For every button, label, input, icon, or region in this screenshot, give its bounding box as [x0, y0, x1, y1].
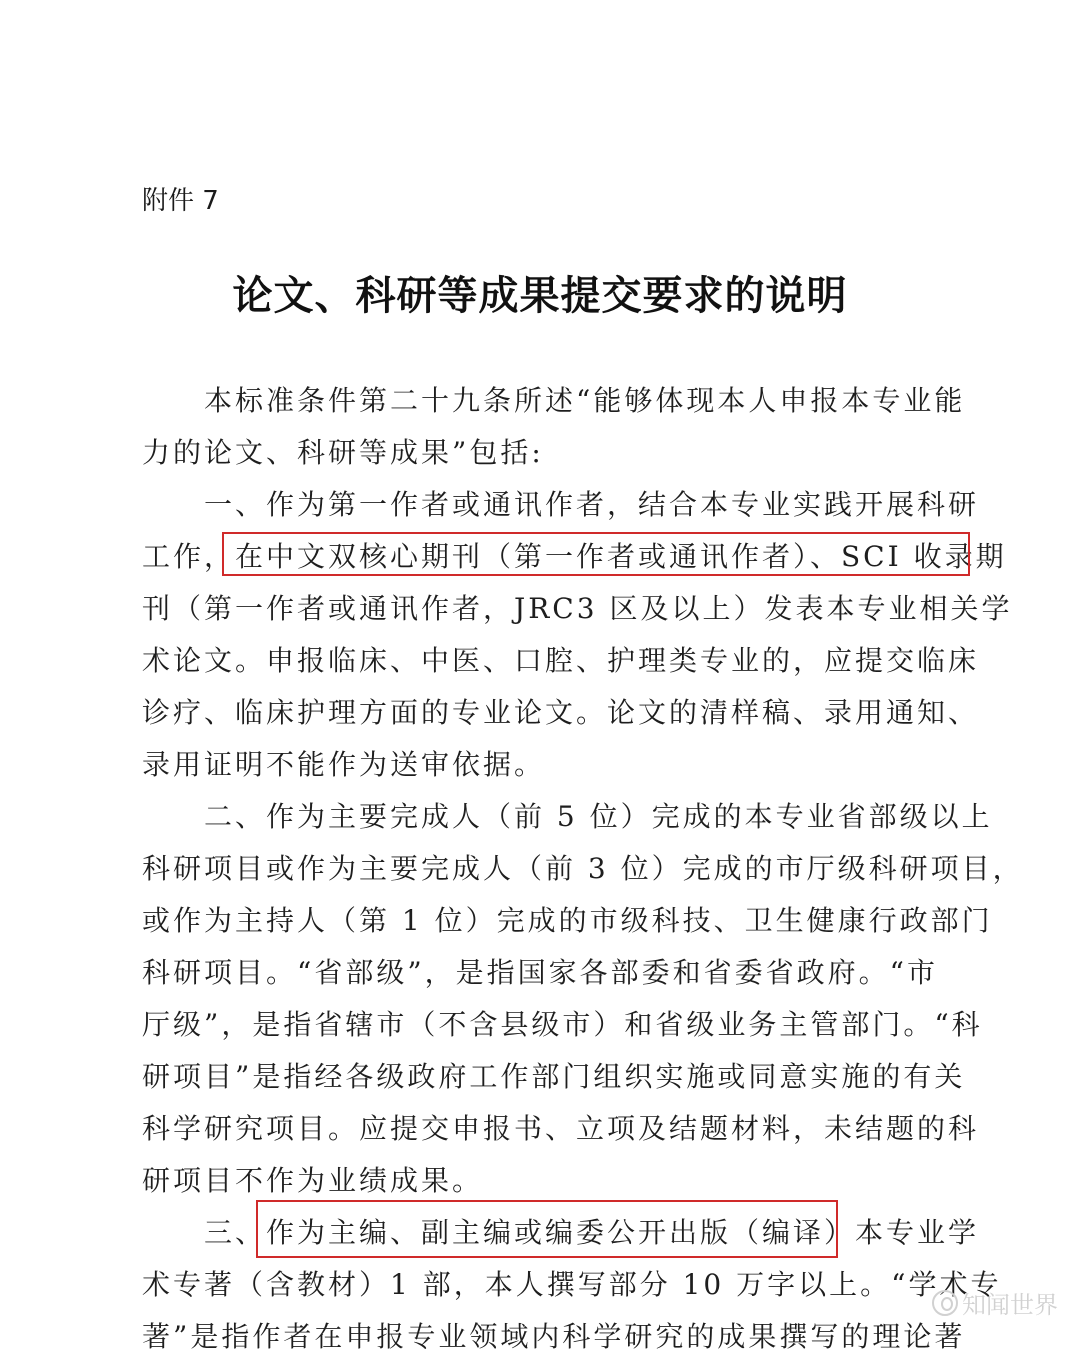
- paragraph-line: 二、作为主要完成人（前 5 位）完成的本专业省部级以上: [204, 800, 993, 833]
- document-title: 论文、科研等成果提交要求的说明: [232, 272, 848, 319]
- paragraph-line: 术专著（含教材）1 部，本人撰写部分 10 万字以上。“学术专: [142, 1268, 1002, 1301]
- paragraph-line: 术论文。申报临床、中医、口腔、护理类专业的，应提交临床: [142, 644, 980, 677]
- paragraph-line: 研项目”是指经各级政府工作部门组织实施或同意实施的有关: [142, 1060, 966, 1093]
- paragraph-line: 力的论文、科研等成果”包括:: [142, 436, 544, 469]
- watermark-logo-icon: [932, 1290, 958, 1316]
- paragraph-line: 刊（第一作者或通讯作者，JRC3 区及以上）发表本专业相关学: [142, 592, 1013, 625]
- attachment-label: 附件 7: [142, 186, 219, 216]
- paragraph-line: 厅级”，是指省辖市（不含县级市）和省级业务主管部门。“科: [142, 1008, 983, 1041]
- paragraph-line: 三、作为主编、副主编或编委公开出版（编译）本专业学: [204, 1216, 980, 1249]
- paragraph-line: 科学研究项目。应提交申报书、立项及结题材料，未结题的科: [142, 1112, 980, 1145]
- paragraph-line: 诊疗、临床护理方面的专业论文。论文的清样稿、录用通知、: [142, 696, 980, 729]
- watermark: [932, 1285, 1058, 1320]
- paragraph-line: 工作，在中文双核心期刊（第一作者或通讯作者）、SCI 收录期: [142, 540, 1007, 573]
- paragraph-line: 录用证明不能作为送审依据。: [142, 748, 546, 781]
- paragraph-line: 研项目不作为业绩成果。: [142, 1164, 484, 1197]
- paragraph-line: 一、作为第一作者或通讯作者，结合本专业实践开展科研: [204, 488, 980, 521]
- paragraph-line: 本标准条件第二十九条所述“能够体现本人申报本专业能: [204, 384, 966, 417]
- highlight-box-journals: [222, 532, 970, 576]
- paragraph-line: 科研项目。“省部级”，是指国家各部委和省委省政府。“市: [142, 956, 938, 989]
- highlight-box-editor: [256, 1200, 838, 1258]
- paragraph-line: 或作为主持人（第 1 位）完成的市级科技、卫生健康行政部门: [142, 904, 993, 937]
- watermark-text: 知闻世界: [962, 1291, 1058, 1319]
- paragraph-line: 著”是指作者在申报专业领域内科学研究的成果撰写的理论著: [142, 1320, 966, 1353]
- paragraph-line: 科研项目或作为主要完成人（前 3 位）完成的市厅级科研项目，: [142, 852, 1024, 885]
